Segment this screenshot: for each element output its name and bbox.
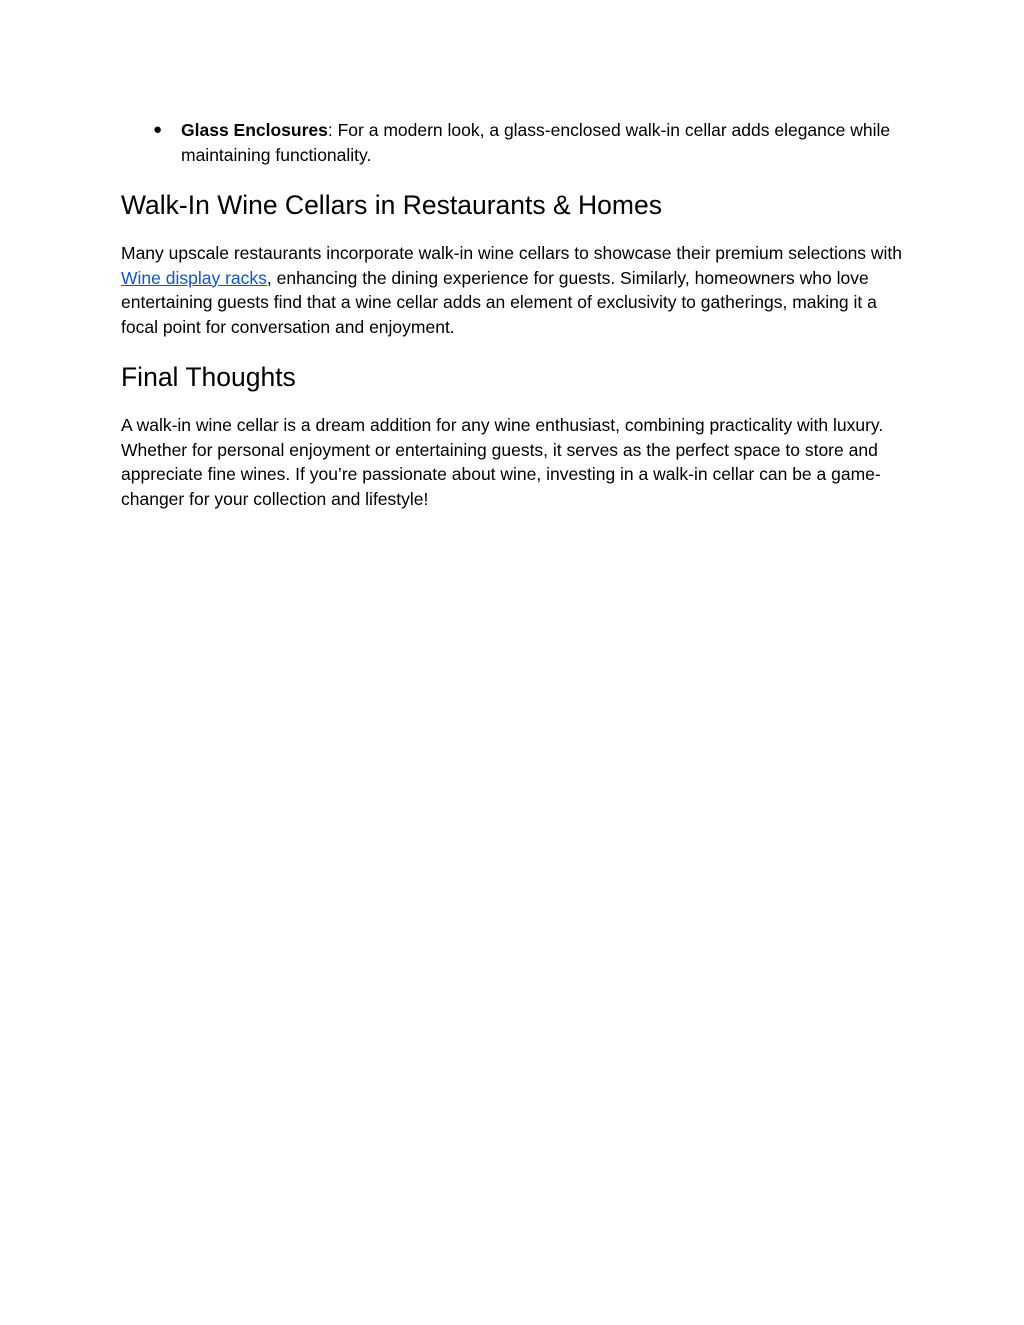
paragraph-text-after-link: , enhancing the dining experience for guests. Similarly, homeowners who love entertaining guests find that a wine cellar adds an element of exclusivity to gatherings, making it a focal point for conversation and enjoyment. — [121, 267, 877, 337]
section-heading-walk-in: Walk-In Wine Cellars in Restaurants & Homes — [121, 190, 662, 220]
bullet-list — [121, 118, 911, 167]
bullet-term: Glass Enclosures — [181, 120, 328, 140]
paragraph-text-before-link: Many upscale restaurants incorporate walk-in wine cellars to showcase their premium selections with — [121, 243, 903, 263]
section-paragraph-walk-in — [121, 241, 911, 339]
document-content — [121, 118, 911, 511]
section-heading-final-thoughts: Final Thoughts — [121, 362, 296, 392]
section-paragraph-final-thoughts: A walk-in wine cellar is a dream addition for any wine enthusiast, combining practicality with luxury. Whether for personal enjoyment or entertaining guests, it serves as the perfect space to store and appreciate fine wines. If you’re passionate about wine, investing in a walk-in cellar can be a game-changer for your collection and lifestyle! — [121, 415, 884, 509]
bullet-marker: ● — [153, 121, 163, 138]
bullet-text: : For a modern look, a glass-enclosed walk-in cellar adds elegance while maintaining functionality. — [181, 120, 891, 165]
bullet-item-glass-enclosures — [121, 118, 911, 167]
wine-display-racks-link[interactable]: Wine display racks — [121, 267, 267, 288]
